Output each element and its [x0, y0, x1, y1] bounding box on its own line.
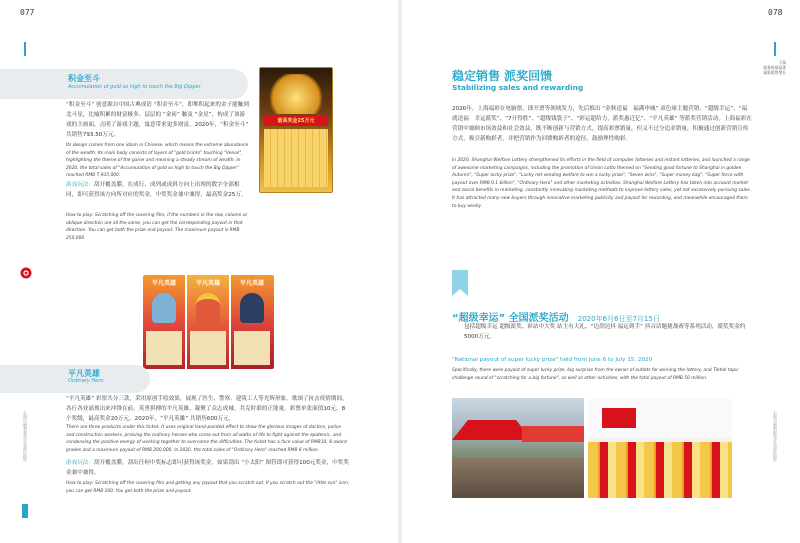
activity-date: 2020年6月6日至7月15日 [577, 315, 660, 323]
ticket-police [231, 275, 274, 369]
ticket-worker [187, 275, 229, 369]
section-body-en: Its design comes from one idiom in Chinese, which means the extreme abundance of the wealth. Its main body consists of layers of "gold bricks" touching "Venus", highlighting the theme of the game and meaning a steady stream of wealth. In 2020, the total sales of "Accumulation of gold so high to touch the Big Dipper" reached RMB 7.935,000. [66, 143, 249, 179]
ticket-title: 平凡英雄 [151, 280, 176, 287]
lottery-ticket-image [259, 67, 333, 193]
scratch-area [146, 331, 182, 365]
page-accent-mark [24, 42, 26, 56]
howto-en: How to play: Scratching off the covering film, if the numbers in the row, column or oblique direction are all the same, you can get the corresponding payout in that direction. You can get both the prize and payout. The maximum payout is RMB 250,000. [66, 213, 248, 241]
red-tent [522, 426, 584, 442]
howto-text: 刮开覆盖膜，刮出任何中奖标志即可获得该奖金，如果刮出 “小太阳” 图符即可获得100元奖金，中奖奖金兼中兼得。 [66, 460, 349, 476]
section-body-en: There are three products under this ticket. It uses original hand-painted effect to show the glorious images of doctors, police and construction workers, praising the ordinary heroes who come out from all walks of life to fight against the epidemic, and condensing the positive energy of working together to overcome the difficulties. The ticket has a face value of RMB10, 8 award grades and a maximum payout of RMB 200,000. In 2020, the total sales of "Ordinary Hero" reached RMB 6 million. [66, 425, 347, 453]
section-body-zh: 2020年，上海福彩在电脑票、即开票等领域发力，先后推出 “金秋送福 福满申城” 双色球主题营销、“超级幸运”、“福就送福 幸运派奖”、“7开得胜”、“超级钱袋子”、“彩运超给力，派奖惠迁亿”、“平凡英雄” 等派奖营销活动。上海福彩在营销中兼顾市场效益和社会效益，既不断创新与营销方式，提高彩票销量，但又不过分追求销量，积极通过创新营销宣传方式，吸引新购彩者，并把营销作为回馈购彩者的途径，鼓励理性购彩。 [452, 106, 752, 142]
ticket-display [588, 442, 732, 498]
scratch-area [264, 129, 328, 187]
left-page [0, 0, 398, 543]
doctor-figure [152, 293, 176, 323]
lottery-store-photo [588, 398, 732, 498]
corner-line: 服务热情高涨 [763, 65, 786, 70]
howto-zh [66, 458, 350, 478]
ticket-doctor [143, 275, 185, 369]
section-subtitle: Stabilizing sales and rewarding [452, 83, 584, 92]
corner-line: 下篇 [778, 60, 786, 65]
side-marker [22, 504, 28, 518]
howto-label: 游戏玩法： [66, 182, 94, 188]
page-accent-mark [774, 42, 776, 56]
activity-title: “超级幸运” 全国派奖活动 [452, 313, 569, 324]
section-body-zh: “平凡英雄” 彩票共分三款，采用原创手绘效果，展现了医生、警察、建筑工人等光辉形象，歌颂了抗击疫情期间，各行各业涌现出来冲锋在前，英勇拼搏的平凡英雄，凝聚了众志成城、共克时艰的正能量。彩票单张面值10元，8个奖级，最高奖金20万元。2020年，“平凡英雄” 共销售600万元。 [66, 396, 348, 422]
howto-text: 刮开覆盖膜，在成行、成列或成斜方向上出现的数字全部相同，即可获得该方向所对应的奖金，中奖奖金兼中兼得，最高奖金25万。 [66, 182, 247, 198]
welfare-lottery-logo [20, 264, 32, 276]
activity-title-en: "National payout of super lucky prize" held from June 6 to July 15, 2020 [452, 357, 653, 363]
side-vertical-title: 上海市福利彩票社会责任报告 [773, 410, 778, 462]
section-subtitle: Ordinary Hero [68, 378, 104, 384]
crowd [452, 458, 584, 498]
activity-body-en: Specifically, there were payout of super lucky prize, big surprise from the owner of outlets for winning the lottery, and Tiktok topic challenge round of "scratching for a big fortune", as well as other activities, with the total payout of RMB 50 million. [452, 368, 739, 381]
scratch-area [234, 331, 270, 365]
corner-section-label [742, 60, 786, 75]
ordinary-hero-tickets [143, 275, 274, 369]
section-title: 稳定销售 派奖回馈 [452, 69, 553, 83]
section-subtitle: Accumulation of gold so high to touch the Big Dipper [68, 84, 201, 90]
section-body-en: In 2020, Shanghai Welfare Lottery strengthened its efforts in the field of computer lotteries and instant lotteries, and launched a range of awesome marketing campaigns, including the promotion of Union Lotto themed on "Sending good fortune to Shanghai in golden Autumn", "Super lucky prize", "Lucky net sending welfare to win a lucky prize", "Seven wins", "Super money bag", "Super force with payout over RMB 0.1 billion", "Ordinary Hero" and other marketing activities. Shanghai Welfare Lottery has taken into account market and social benefits in marketing, constantly innovating marketing methods to improve lottery sales, yet not excessively pursuing sales. It has attracted many new buyers through innovative marketing publicity and payout for rewarding, and meanwhile encouraged them to buy wisely. [452, 158, 752, 209]
scratch-area [190, 331, 226, 365]
page-number: 078 [768, 8, 783, 17]
ticket-title: 平凡英雄 [195, 280, 220, 287]
police-figure [240, 293, 264, 323]
worker-figure [196, 293, 220, 329]
side-vertical-title: 上海市福利彩票社会责任报告 [23, 410, 28, 462]
gold-bricks-art [266, 74, 326, 114]
page-number: 077 [20, 8, 35, 17]
bookmark-icon [452, 270, 468, 296]
red-tent [452, 420, 532, 440]
corner-line: 福彩销售增长 [763, 70, 786, 75]
section-title: 积金至斗 [68, 74, 100, 83]
activity-body-zh: 包括超级幸运 超级派奖、彩站中大奖 站主有大礼、“边刮边抖 福运到手” 抖音话题挑战赛等系列活动，派奖奖金约5000万元。 [464, 324, 746, 340]
ticket-title: 平凡英雄 [239, 280, 264, 287]
street-event-photo [452, 398, 584, 498]
section-body-zh: “积金至斗” 创意源自中国古典成语 “积金至斗”，即堆积起来的金子能触到北斗星，比喻积累的财富极多。层层的 “金砖” 触及 “金星”，构成了该游戏的主画面，点明了游戏主题，寓意带来更多财富。2020年，“积金至斗” 共销售793.50万元。 [66, 102, 249, 138]
howto-zh [66, 180, 250, 200]
ticket-banner: 最高奖金25万元 [264, 116, 328, 126]
howto-label: 游戏玩法： [66, 460, 94, 466]
section-title: 平凡英雄 [68, 369, 100, 378]
howto-en: How to play: Scratching off the covering film and getting any payout that you scratch out. If you scratch out the "little sun" icon, you can get RMB 100. You get both the prize and payout. [66, 481, 350, 494]
right-page [402, 0, 800, 543]
store-sign [602, 408, 636, 428]
